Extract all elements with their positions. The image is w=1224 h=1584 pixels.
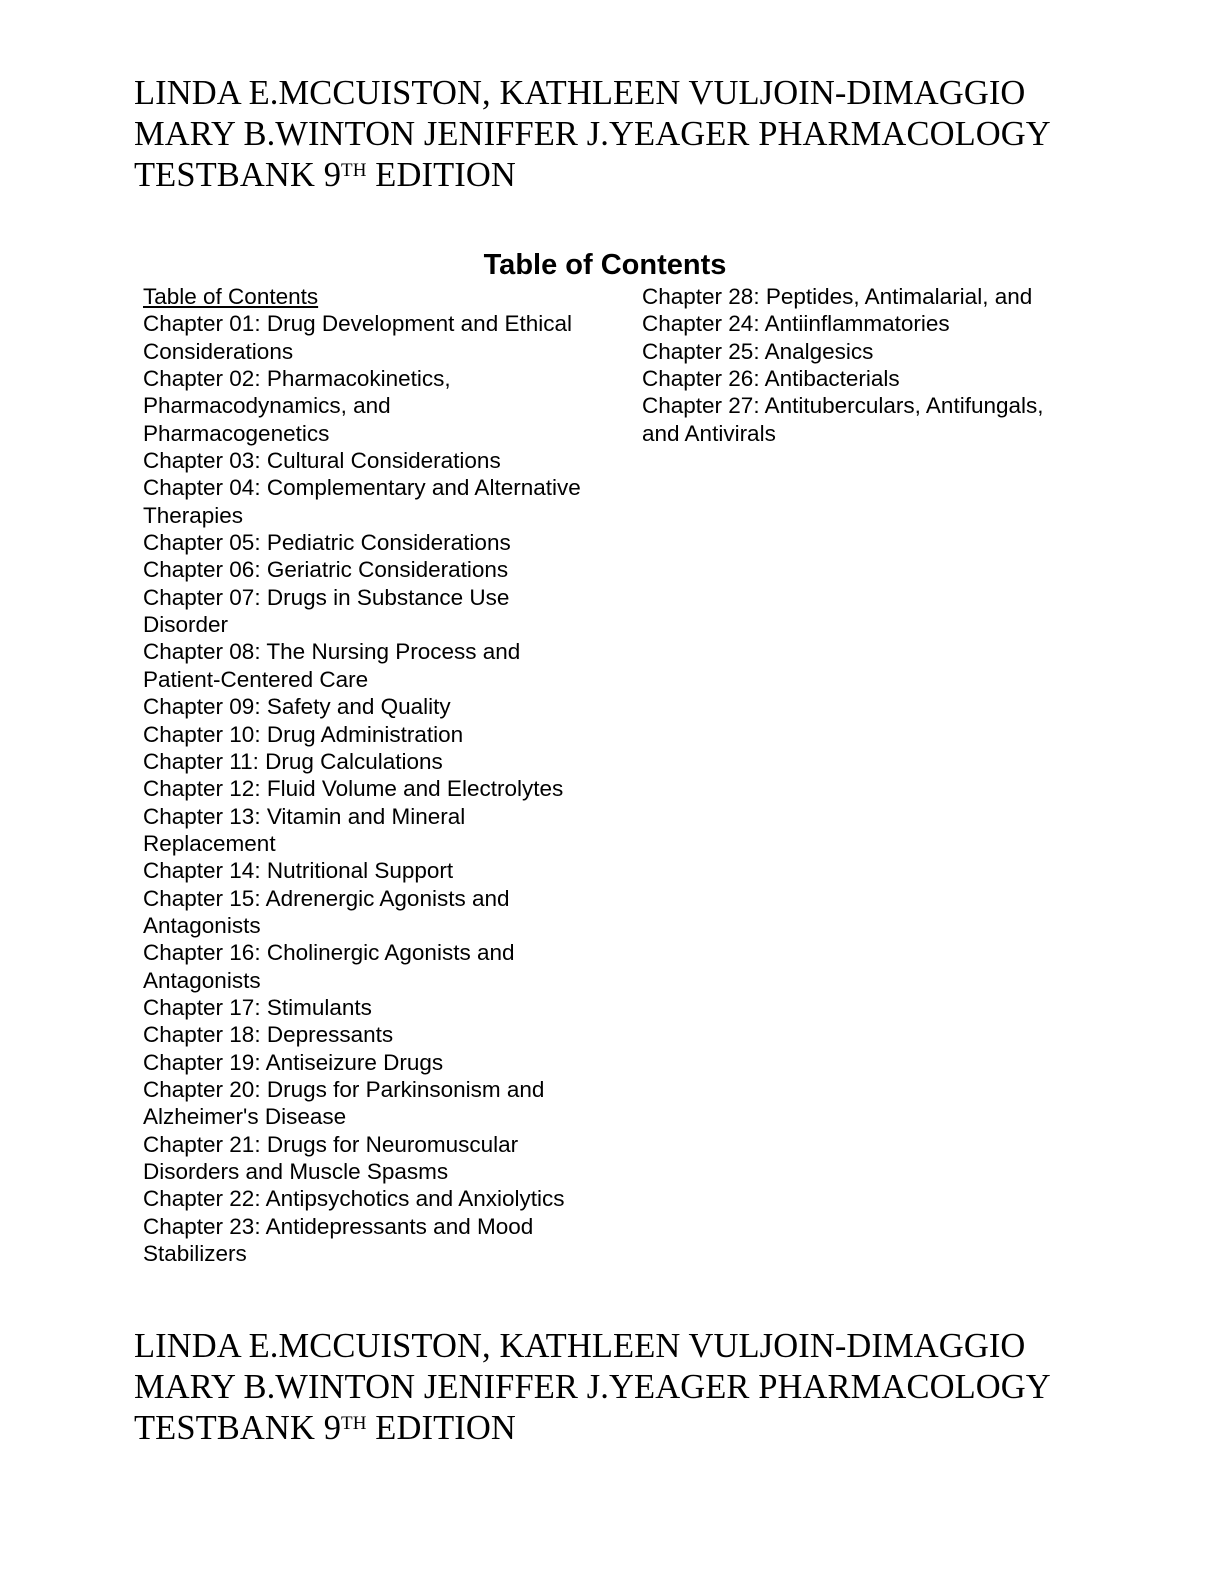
toc-entry[interactable]: Chapter 28: Peptides, Antimalarial, and [642,284,1033,309]
title-edition-word: EDITION [366,1409,516,1447]
toc-entry[interactable]: Chapter 02: Pharmacokinetics, Pharmacodynamics, and Pharmacogenetics [143,366,451,446]
toc-entry[interactable]: Chapter 18: Depressants [143,1022,394,1048]
toc-entry[interactable]: Chapter 11: Drug Calculations [143,748,443,774]
toc-entry[interactable]: Chapter 16: Cholinergic Agonists and Antagonists [143,940,515,993]
toc-entry[interactable]: Chapter 19: Antiseizure Drugs [143,1049,444,1075]
toc-entry[interactable]: Chapter 26: Antibacterials [642,366,900,392]
toc-entry[interactable]: Chapter 10: Drug Administration [143,721,464,747]
title-edition-superscript: TH [341,1413,367,1434]
toc-entry[interactable]: Chapter 21: Drugs for Neuromuscular Disorders and Muscle Spasms [143,1131,519,1184]
toc-left-column [143,283,583,1267]
title-edition-word: EDITION [366,156,516,194]
toc-entry[interactable]: Chapter 06: Geriatric Considerations [143,557,509,583]
toc-self-link[interactable]: Table of Contents [143,284,319,309]
toc-right-column [642,283,1082,447]
toc-entry[interactable]: Chapter 08: The Nursing Process and Patient-Centered Care [143,639,521,692]
toc-entry[interactable]: Chapter 05: Pediatric Considerations [143,530,511,556]
toc-entry[interactable]: Chapter 15: Adrenergic Agonists and Antagonists [143,885,510,938]
toc-right-entries [642,283,1082,447]
title-line-1: LINDA E.MCCUISTON, KATHLEEN VULJOIN-DIMAGGIO [134,1327,1026,1365]
toc-entry[interactable]: Chapter 13: Vitamin and Mineral Replacement [143,803,466,856]
toc-entry[interactable]: Chapter 17: Stimulants [143,994,372,1020]
title-line-1: LINDA E.MCCUISTON, KATHLEEN VULJOIN-DIMAGGIO [134,74,1026,112]
document-title-bottom [134,1326,1134,1449]
title-line-3 [134,1408,1134,1449]
toc-entry[interactable]: Chapter 25: Analgesics [642,338,874,364]
toc-heading: Table of Contents [483,249,727,281]
toc-entry[interactable]: Chapter 14: Nutritional Support [143,858,454,884]
toc-entry[interactable]: Chapter 24: Antiinflammatories [642,311,950,337]
toc-entry[interactable]: Chapter 23: Antidepressants and Mood Stabilizers [143,1213,534,1267]
title-line-2: MARY B.WINTON JENIFFER J.YEAGER PHARMACOLOGY [134,1368,1051,1406]
toc-entry[interactable]: Chapter 22: Antipsychotics and Anxiolytics [143,1186,565,1212]
title-line-2: MARY B.WINTON JENIFFER J.YEAGER PHARMACOLOGY [134,115,1051,153]
toc-entry[interactable]: Chapter 12: Fluid Volume and Electrolytes [143,776,564,802]
title-edition-number: TESTBANK 9 [134,1409,342,1447]
toc-entry[interactable]: Chapter 07: Drugs in Substance Use Disorder [143,584,510,638]
toc-entry[interactable]: Chapter 04: Complementary and Alternative Therapies [143,475,581,528]
toc-entry[interactable]: Chapter 27: Antituberculars, Antifungals, and Antivirals [642,393,1044,446]
toc-entry[interactable]: Chapter 09: Safety and Quality [143,694,451,720]
toc-entry[interactable]: Chapter 03: Cultural Considerations [143,448,501,474]
document-title-top [134,73,1134,196]
toc-left-entries [143,310,583,1267]
title-edition-superscript: TH [341,160,367,181]
toc-entry[interactable]: Chapter 20: Drugs for Parkinsonism and Alzheimer's Disease [143,1076,545,1130]
toc-entry[interactable]: Chapter 01: Drug Development and Ethical Considerations [143,311,572,364]
title-edition-number: TESTBANK 9 [134,156,342,194]
title-line-3 [134,155,1134,196]
